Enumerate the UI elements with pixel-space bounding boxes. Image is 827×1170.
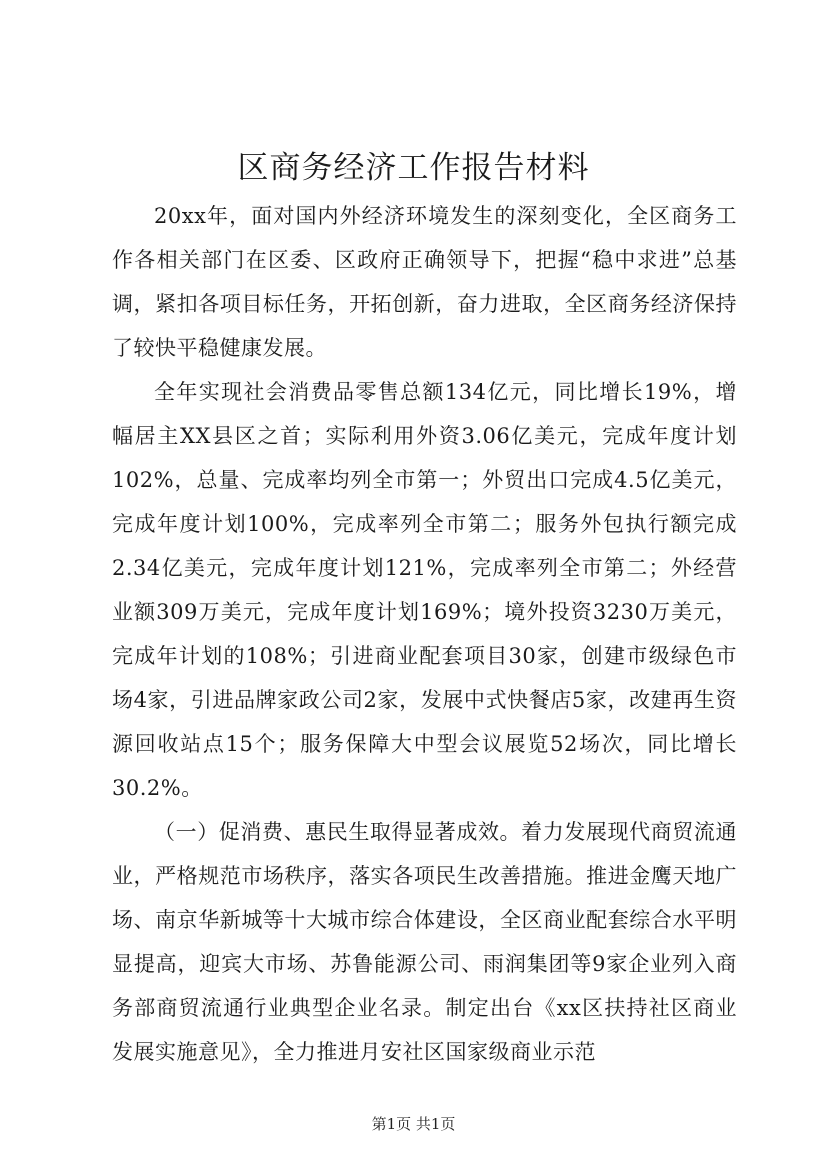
paragraph-intro: 20xx年，面对国内外经济环境发生的深刻变化，全区商务工作各相关部门在区委、区政府正确领导下，把握“稳中求进”总基调，紧扣各项目标任务，开拓创新，奋力进取，全区商务经济保持了较快平稳健康发展。 — [112, 204, 737, 360]
paragraph-consumption: （一）促消费、惠民生取得显著成效。着力发展现代商贸流通业，严格规范市场秩序，落实各项民生改善措施。推进金鹰天地广场、南京华新城等十大城市综合体建设，全区商业配套综合水平明显提高，迎宾大市场、苏鲁能源公司、雨润集团等9家企业列入商务部商贸流通行业典型企业名录。制定出台《xx区扶持社区商业发展实施意见》，全力推进月安社区国家级商业示范 — [112, 820, 737, 1064]
paragraph-statistics: 全年实现社会消费品零售总额134亿元，同比增长19%，增幅居主XX县区之首；实际利用外资3.06亿美元，完成年度计划102%，总量、完成率均列全市第一；外贸出口完成4.5亿美元，完成年度计划100%，完成率列全市第二；服务外包执行额完成2.34亿美元，完成年度计划121%，完成率列全市第二；外经营业额309万美元，完成年度计划169%；境外投资3230万美元，完成年计划的108%；引进商业配套项目30家，创建市级绿色市场4家，引进品牌家政公司2家，发展中式快餐店5家，改建再生资源回收站点15个；服务保障大中型会议展览52场次，同比增长30.2%。 — [112, 380, 737, 800]
page-footer: 第1页 共1页 — [371, 1115, 456, 1133]
document-body — [112, 194, 737, 1074]
document-title: 区商务经济工作报告材料 — [237, 150, 590, 186]
